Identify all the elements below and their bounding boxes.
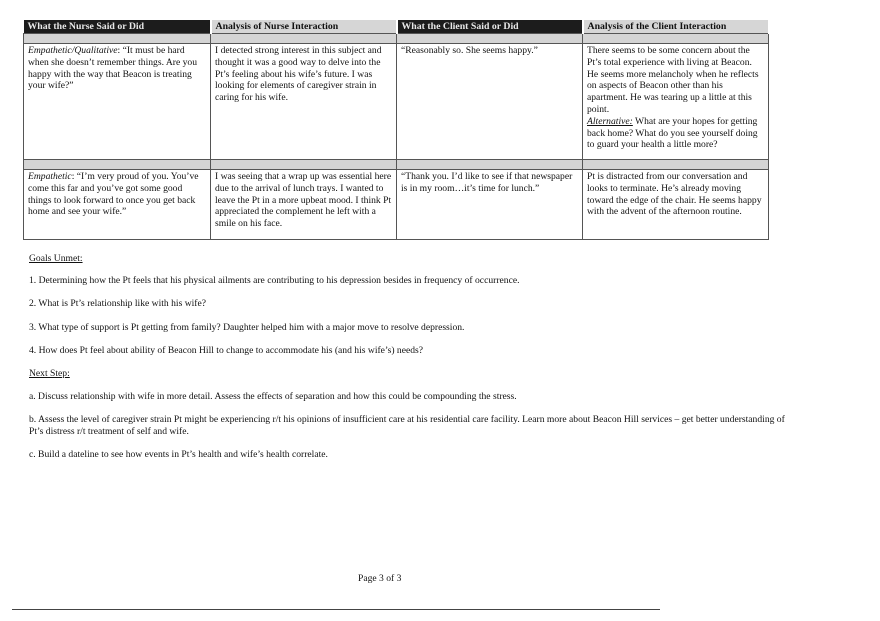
nurse-said-cell xyxy=(24,44,211,160)
client-said-cell: “Thank you. I’d like to see if that newspaper is in my room…it’s time for lunch.” xyxy=(397,170,583,240)
header-nurse-analysis: Analysis of Nurse Interaction xyxy=(211,20,397,34)
nurse-said-cell xyxy=(24,170,211,240)
client-analysis-text: There seems to be some concern about the Pt’s total experience with living at Beacon. He seems more melancholy when he reflects on aspects of Beacon other than his apartment. He was tearing up a little at this point. xyxy=(587,45,759,115)
technique-label: Empathetic xyxy=(28,171,72,182)
table-row xyxy=(24,44,769,160)
goal-item: 3. What type of support is Pt getting from family? Daughter helped him with a major move to resolve depression. xyxy=(29,322,465,333)
client-said-cell: “Reasonably so. She seems happy.” xyxy=(397,44,583,160)
table-row xyxy=(24,170,769,240)
nurse-said-text: : “It must be hard when she doesn’t remember things. Are you happy with the way that Beacon is treating your wife?” xyxy=(28,45,198,92)
header-row xyxy=(24,20,769,34)
footer-divider xyxy=(12,609,660,610)
nurse-analysis-cell: I detected strong interest in this subject and thought it was a good way to delve into the Pt’s feeling about his wife’s future. I was looking for elements of caregiver strain in caring for his wife. xyxy=(211,44,397,160)
header-client-said: What the Client Said or Did xyxy=(397,20,583,34)
next-step-item: c. Build a dateline to see how events in Pt’s health and wife’s health correlate. xyxy=(29,449,328,460)
next-step-item: b. Assess the level of caregiver strain Pt might be experiencing r/t his opinions of insufficient care at his residential care facility. Learn more about Beacon Hill services – get better understanding of Pt’s distress r/t treatment of self and wife. xyxy=(29,414,785,437)
next-step-heading: Next Step: xyxy=(29,368,70,379)
header-client-analysis: Analysis of the Client Interaction xyxy=(583,20,769,34)
spacer-row xyxy=(24,34,769,44)
goal-item: 1. Determining how the Pt feels that his physical ailments are contributing to his depression besides in frequency of occurrence. xyxy=(29,275,520,286)
nurse-analysis-cell: I was seeing that a wrap up was essential here due to the arrival of lunch trays. I wanted to leave the Pt in a more upbeat mood. I think Pt appreciated the complement he left with a smile on his face. xyxy=(211,170,397,240)
header-nurse-said: What the Nurse Said or Did xyxy=(24,20,211,34)
technique-label: Empathetic/Qualitative xyxy=(28,45,118,56)
goal-item: 4. How does Pt feel about ability of Beacon Hill to change to accommodate his (and his wife’s) needs? xyxy=(29,345,424,356)
interaction-table xyxy=(23,20,770,240)
page-number: Page 3 of 3 xyxy=(358,573,402,584)
alternative-text: What are your hopes for getting back home? What do you see yourself doing to guard your health a little more? xyxy=(587,115,758,151)
spacer-row xyxy=(24,160,769,170)
client-analysis-cell: Pt is distracted from our conversation and looks to terminate. He’s already moving toward the edge of the chair. He seems happy with the advent of the afternoon routine. xyxy=(583,170,769,240)
alternative-label: Alternative: xyxy=(587,115,633,127)
nurse-said-text: : “I’m very proud of you. You’ve come this far and you’ve got some good things to look forward to once you get back home and see your wife.” xyxy=(28,171,199,218)
goals-heading: Goals Unmet: xyxy=(29,253,83,264)
goal-item: 2. What is Pt’s relationship like with his wife? xyxy=(29,298,207,309)
next-step-item: a. Discuss relationship with wife in more detail. Assess the effects of separation and how this could be compounding the stress. xyxy=(29,391,517,402)
client-analysis-cell xyxy=(583,44,769,160)
